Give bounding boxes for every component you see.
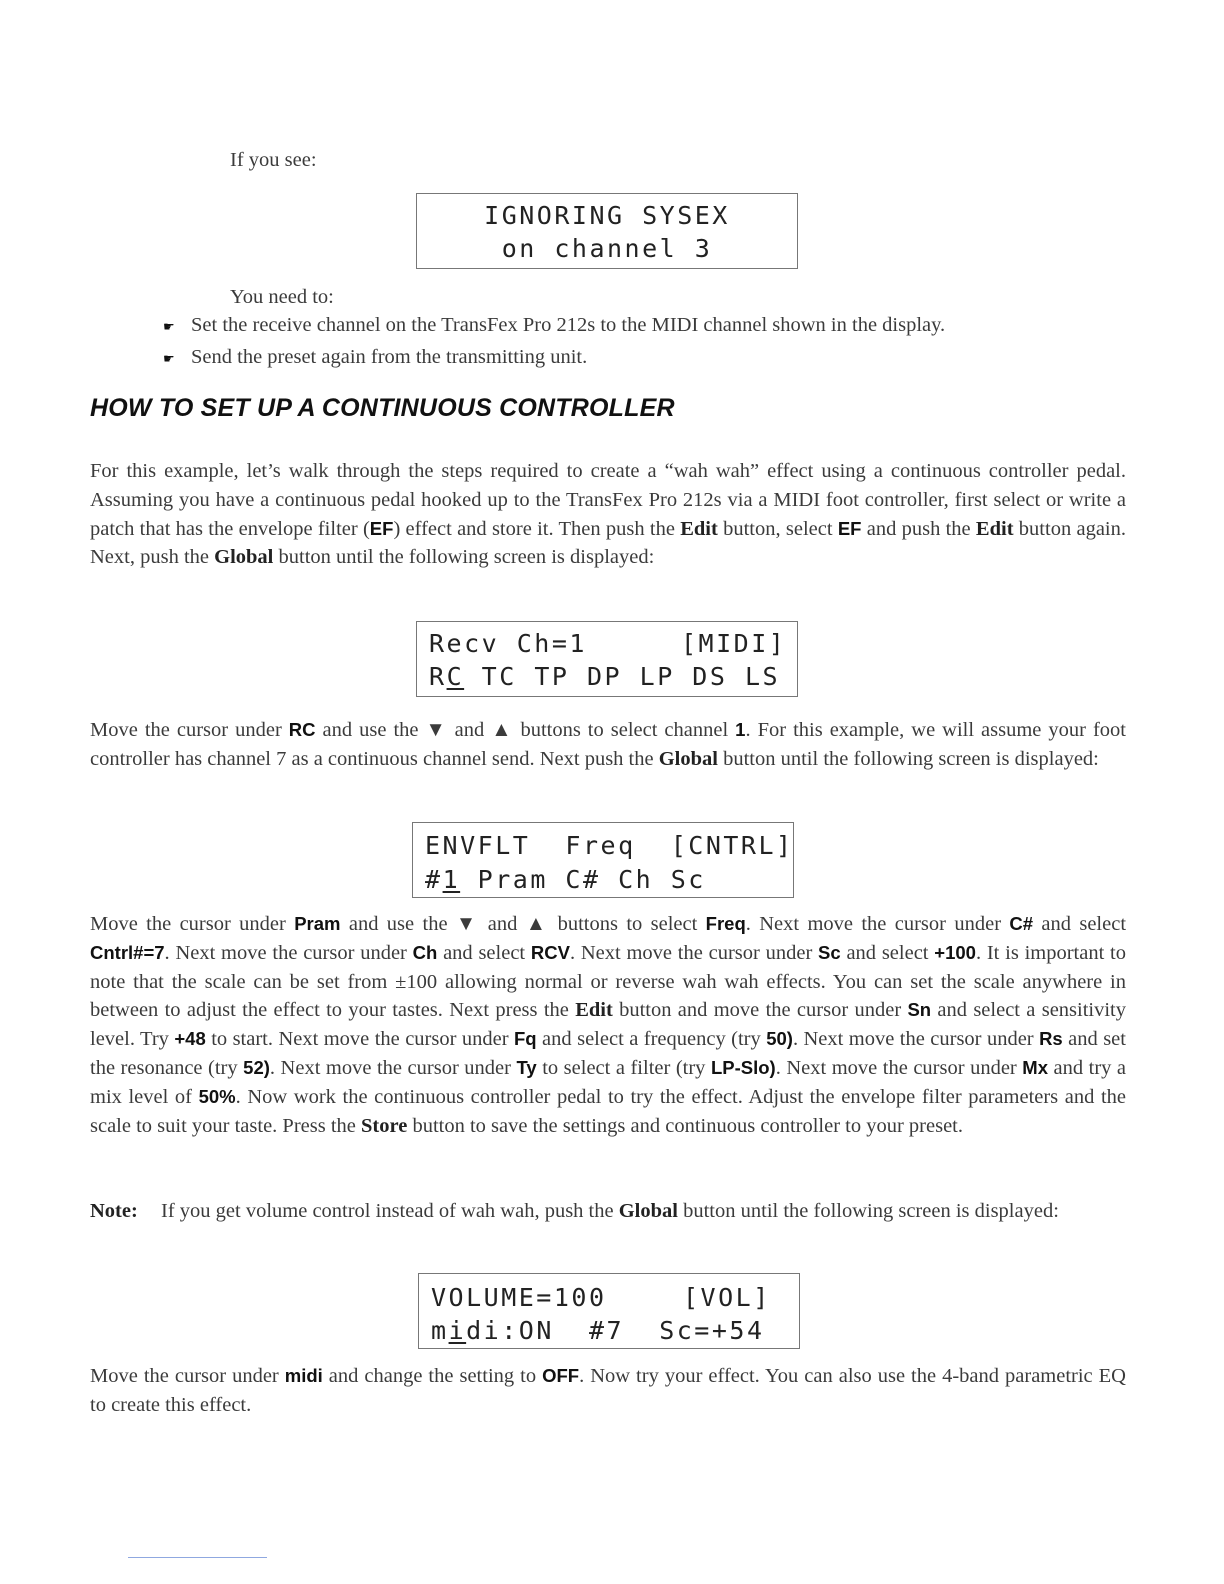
pointing-hand-icon: ☛ [163,320,175,335]
lcd-line-2: #1 Pram C# Ch Sc [425,865,706,894]
lcd-line-2: midi:ON #7 Sc=+54 [431,1316,765,1345]
bullet-text: Set the receive channel on the TransFex Pro 212s to the MIDI channel shown in the display. [191,314,946,336]
lcd-line-1: IGNORING SYSEX [484,201,730,230]
bullet-list [163,311,1153,375]
lcd-line-1b: [VOL] [683,1283,771,1312]
lcd-cursor: 1 [442,865,461,894]
paragraph-midi-off: Move the cursor under midi and change the setting to OFF. Now try your effect. You can also use the 4-band parametric EQ to create this effect. [90,1365,1126,1416]
lcd-line-2: on channel 3 [501,234,713,263]
lcd-cursor: i [448,1316,467,1345]
lcd-cursor: C [446,662,465,691]
list-item [163,311,1153,343]
paragraph-setup: For this example, let’s walk through the steps required to create a “wah wah” effect using a continuous controller pedal. Assuming you have a continuous pedal hooked up to the TransFex Pro 212s via a MIDI foot controller, first select or write a patch that has the envelope filter (EF) effect and store it. Then push the Edit button, select EF and push the Edit button again. Next, push the Global button until the following screen is displayed: [90,460,1126,569]
lcd-line-2: RC TC TP DP LP DS LS [429,662,781,691]
intro-text [230,146,317,175]
lcd-display-recv-ch [416,621,798,697]
paragraph-parameters: Move the cursor under Pram and use the ▼ and ▲ buttons to select Freq. Next move the cursor under C# and select Cntrl#=7. Next move the cursor under Ch and select RCV. Next move the cursor under Sc and select +100. It is important to note that the scale can be set from ±100 allowing normal or reverse wah wah effects. You can set the scale anywhere in between to adjust the effect to your tastes. Next press the Edit button and move the cursor under Sn and select a sensitivity level. Try +48 to start. Next move the cursor under Fq and select a frequency (try 50). Next move the cursor under Rs and set the resonance (try 52). Next move the cursor under Ty to select a filter (try LP-Slo). Next move the cursor under Mx and try a mix level of 50%. Now work the continuous controller pedal to try the effect. Adjust the envelope filter parameters and the scale to suit your taste. Press the Store button to save the settings and continuous controller to your preset. [90,913,1127,1137]
lcd-display-ignoring-sysex [416,193,798,269]
bullet-text: Send the preset again from the transmitting unit. [191,345,588,368]
section-heading: HOW TO SET UP A CONTINUOUS CONTROLLER [90,394,675,422]
list-item [163,343,1153,375]
lcd-line-1: ENVFLT Freq [CNTRL] [425,831,794,860]
lcd-display-volume [418,1273,800,1349]
intro-label: If you see: [230,149,317,171]
lcd-line-1a: VOLUME=100 [431,1283,607,1312]
note-label: Note: [90,1200,138,1222]
lcd-display-envflt [412,822,794,898]
paragraph-select-channel: Move the cursor under RC and use the ▼ and ▲ buttons to select channel 1. For this example, we will assume your foot controller has channel 7 as a continuous channel send. Next push the Global button until the following screen is displayed: [90,719,1127,770]
pointing-hand-icon: ☛ [163,351,175,367]
lcd-line-1a: Recv Ch=1 [429,629,587,658]
lcd-line-1b: [MIDI] [681,629,787,658]
need-label: You need to: [230,286,334,308]
footer-rule [128,1557,267,1558]
note-text: If you get volume control instead of wah wah, push the Global button until the following screen is displayed: [161,1200,1059,1222]
